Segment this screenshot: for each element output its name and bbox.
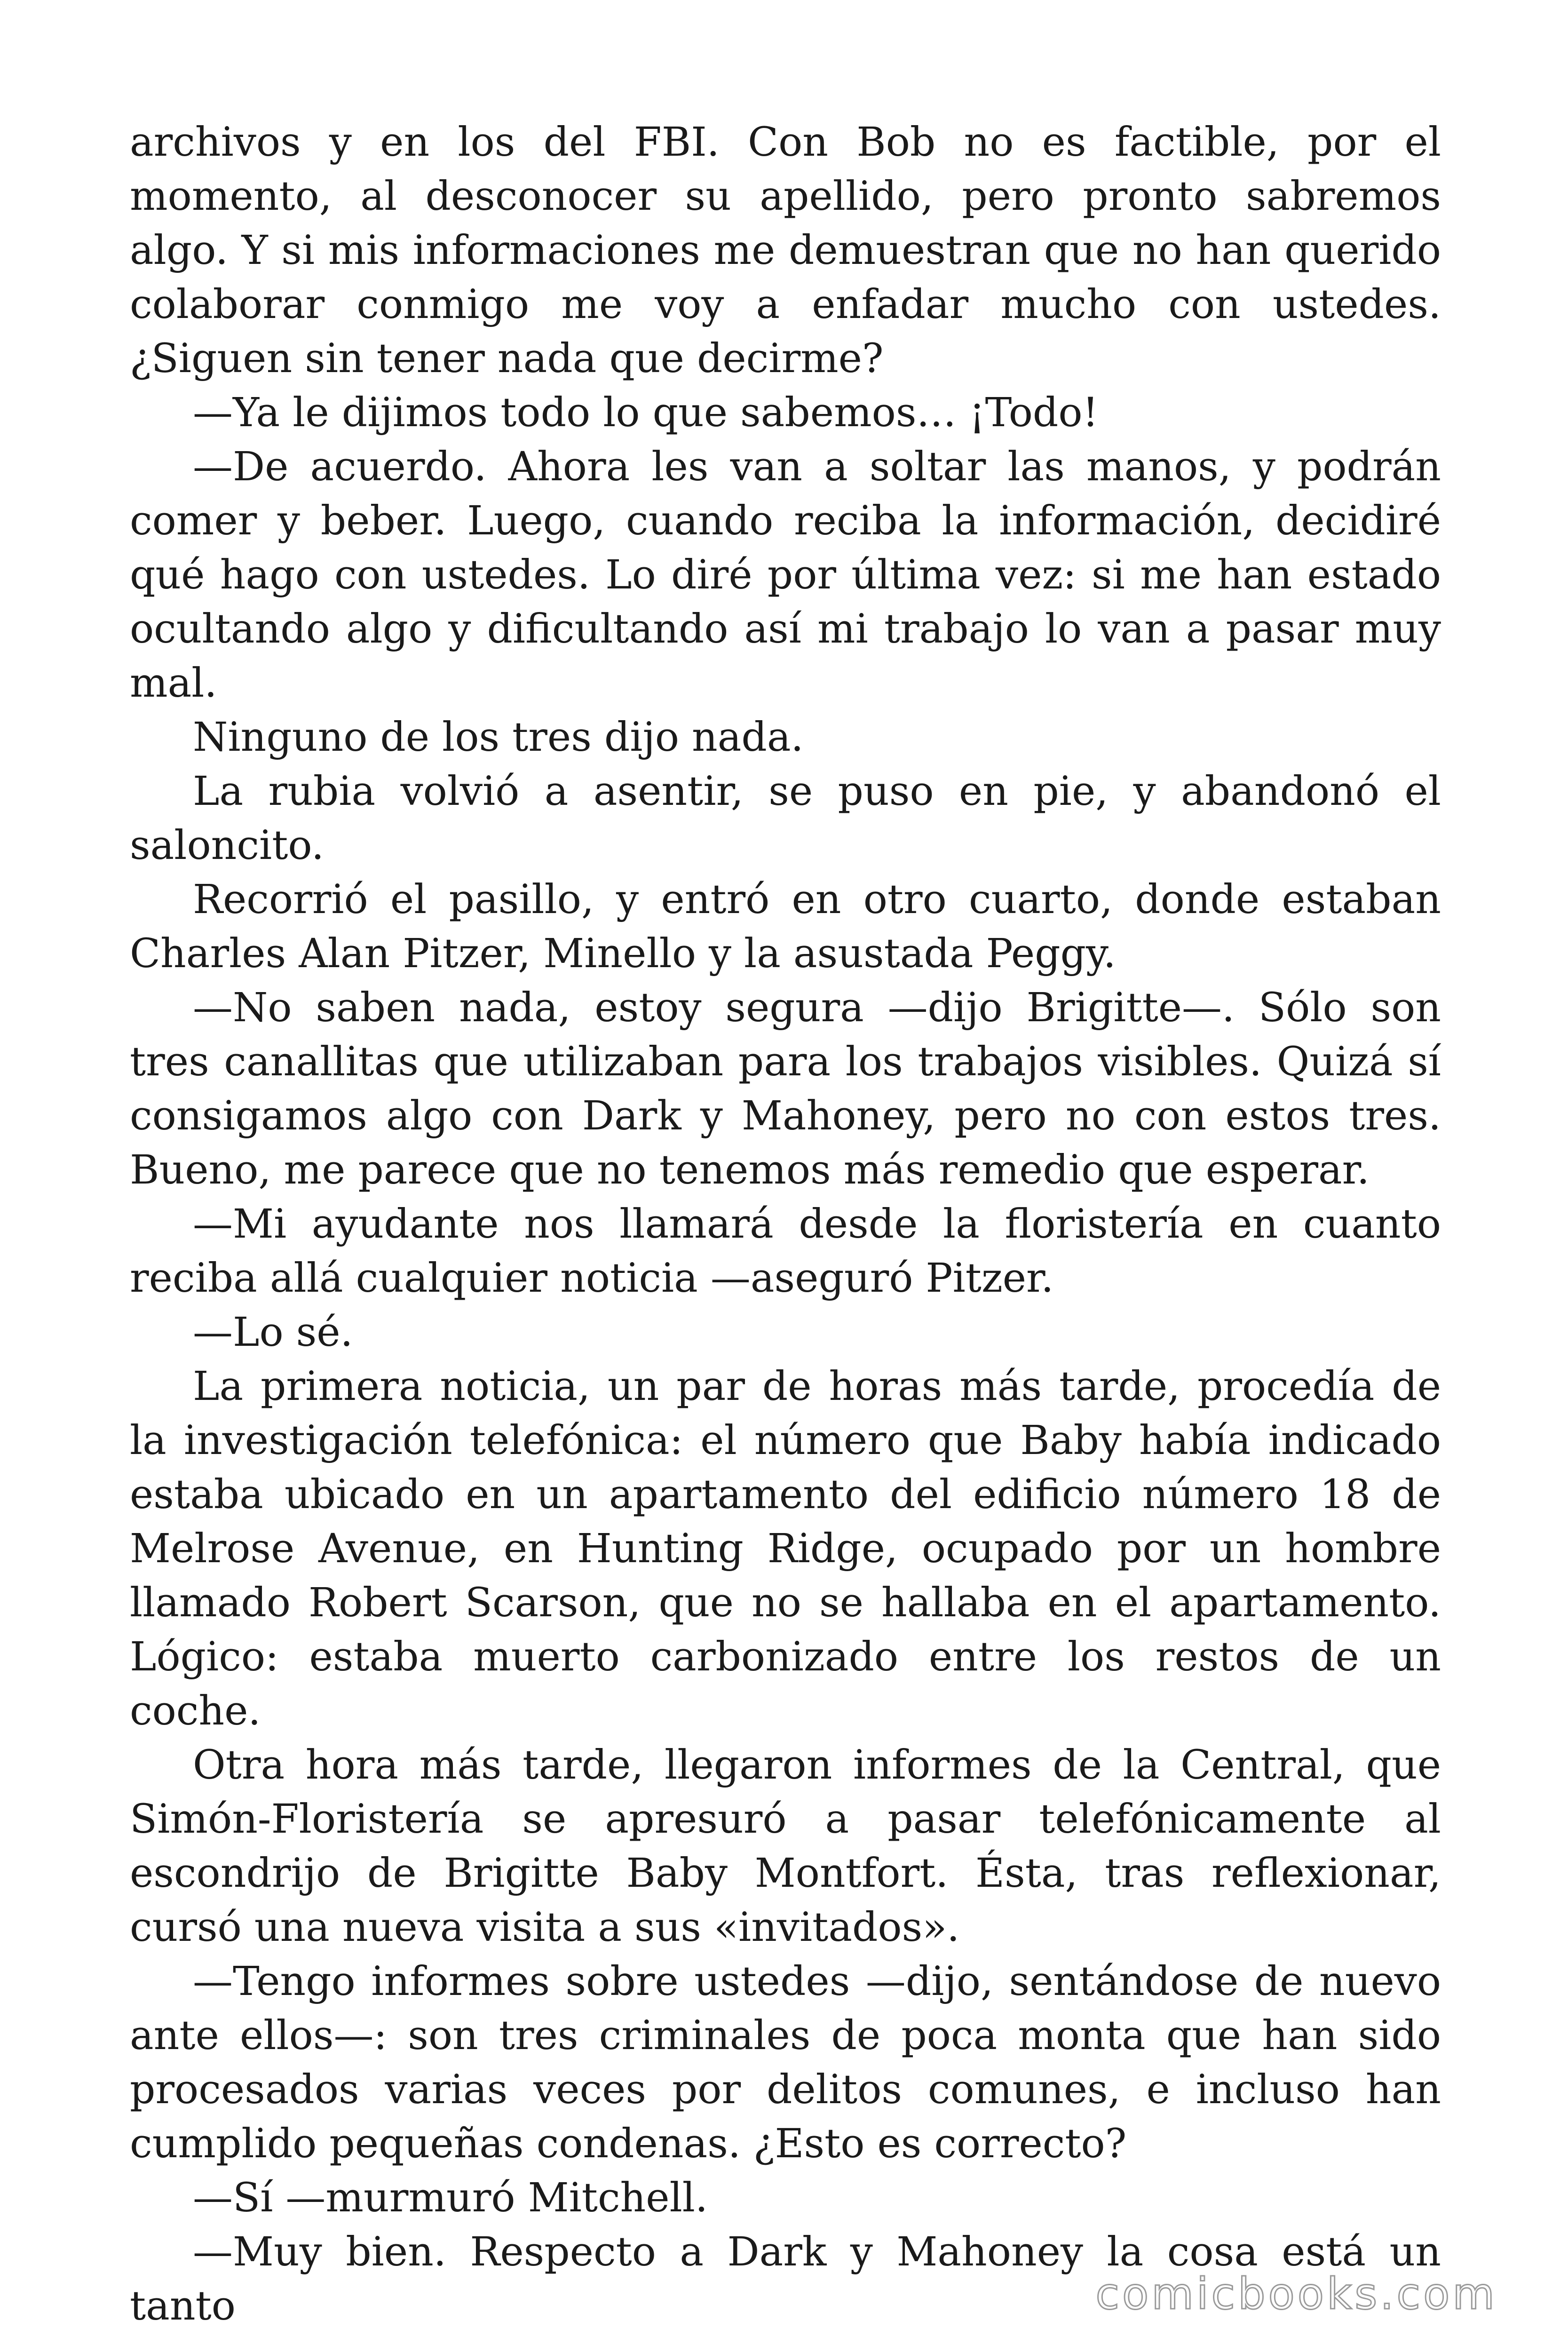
- paragraph-2: —Ya le dijimos todo lo que sabemos… ¡Todo!: [193, 389, 1099, 436]
- paragraph-4: Ninguno de los tres dijo nada.: [193, 714, 804, 761]
- paragraph-6: Recorrió el pasillo, y entró en otro cuarto, donde estaban Charles Alan Pitzer, Minello y la asustada Peggy.: [130, 876, 1441, 977]
- paragraph-1: archivos y en los del FBI. Con Bob no es factible, por el momento, al desconocer su apellido, pero pronto sabremos algo. Y si mis informaciones me demuestran que no han querido colaborar conmigo me voy a enfadar mucho con ustedes. ¿Siguen sin tener nada que decirme?: [130, 119, 1441, 382]
- paragraph-11: Otra hora más tarde, llegaron informes de la Central, que Simón-Floristería se apresuró a pasar telefónicamente al escondrijo de Brigitte Baby Montfort. Ésta, tras reflexionar, cursó una nueva visita a sus «invitados».: [130, 1742, 1441, 1951]
- paragraph-3: —De acuerdo. Ahora les van a soltar las manos, y podrán comer y beber. Luego, cuando reciba la información, decidiré qué hago con ustedes. Lo diré por última vez: si me han estado ocultando algo y dificultando así mi trabajo lo van a pasar muy mal.: [130, 444, 1441, 707]
- document-page: [130, 115, 1441, 2333]
- paragraph-7: —No saben nada, estoy segura —dijo Brigitte—. Sólo son tres canallitas que utilizaban para los trabajos visibles. Quizá sí consigamos algo con Dark y Mahoney, pero no con estos tres. Bueno, me parece que no tenemos más remedio que esperar.: [130, 985, 1441, 1193]
- paragraph-8: —Mi ayudante nos llamará desde la floristería en cuanto reciba allá cualquier noticia —aseguró Pitzer.: [130, 1201, 1441, 1302]
- paragraph-9: —Lo sé.: [193, 1309, 353, 1356]
- site-watermark: comicbooks.com: [1095, 2269, 1497, 2319]
- paragraph-12: —Tengo informes sobre ustedes —dijo, sentándose de nuevo ante ellos—: son tres criminales de poca monta que han sido procesados varias veces por delitos comunes, e incluso han cumplido pequeñas condenas. ¿Esto es correcto?: [130, 1958, 1441, 2167]
- paragraph-5: La rubia volvió a asentir, se puso en pie, y abandonó el saloncito.: [130, 768, 1441, 869]
- paragraph-14: —Muy bien. Respecto a Dark y Mahoney la cosa está un tanto: [130, 2229, 1441, 2329]
- paragraph-10: La primera noticia, un par de horas más tarde, procedía de la investigación telefónica: el número que Baby había indicado estaba ubicado en un apartamento del edificio número 18 de Melrose Avenue, en Hunting Ridge, ocupado por un hombre llamado Robert Scarson, que no se hallaba en el apartamento. Lógico: estaba muerto carbonizado entre los restos de un coche.: [130, 1363, 1441, 1734]
- paragraph-13: —Sí —murmuró Mitchell.: [193, 2175, 708, 2221]
